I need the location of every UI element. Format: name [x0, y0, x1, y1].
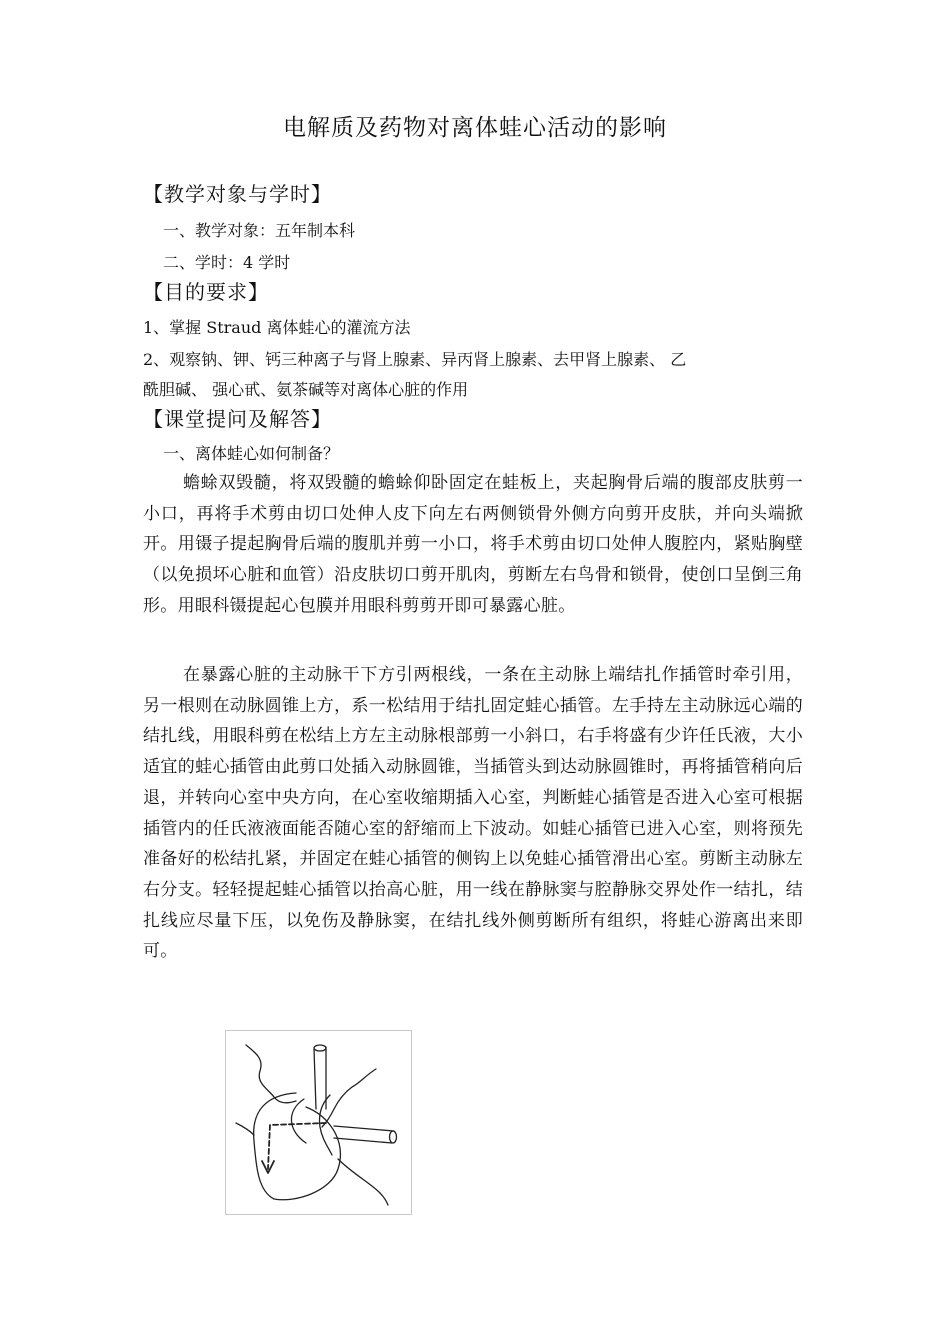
objects-item-2: 二、学时：4 学时 — [163, 253, 291, 272]
goals-item-1: 1、掌握 Straud 离体蛙心的灌流方法 — [143, 318, 411, 337]
objects-item-1: 一、教学对象：五年制本科 — [163, 221, 356, 240]
frog-heart-figure — [225, 1030, 412, 1215]
goals-item-2-line-1: 2、观察钠、钾、钙三种离子与肾上腺素、异丙肾上腺素、去甲肾上腺素、 乙 — [143, 350, 687, 369]
goals-item-2-line-2: 酰胆碱、 强心甙、氨茶碱等对离体心脏的作用 — [143, 380, 469, 399]
page-title: 电解质及药物对离体蛙心活动的影响 — [283, 115, 667, 141]
qa-question-1: 一、离体蛙心如何制备？ — [163, 444, 340, 463]
qa-paragraph-2: 在暴露心脏的主动脉干下方引两根线，一条在主动脉上端结扎作插管时牵引用，另一根则在动脉圆锥上方，系一松结用于结扎固定蛙心插管。左手持左主动脉远心端的结扎线，用眼科剪在松结上方左主动脉根部剪一小斜口，右手将盛有少许任氏液，大小适宜的蛙心插管由此剪口处插入动脉圆锥，当插管头到达动脉圆锥时，再将插管稍向后退，并转向心室中央方向，在心室收缩期插入心室，判断蛙心插管是否进入心室可根据插管内的任氏液液面能否随心室的舒缩而上下波动。如蛙心插管已进入心室，则将预先准备好的松结扎紧，并固定在蛙心插管的侧钩上以免蛙心插管滑出心室。剪断主动脉左右分支。轻轻提起蛙心插管以抬高心脏，用一线在静脉窦与腔静脉交界处作一结扎，结扎线应尽量下压，以免伤及静脉窦，在结扎线外侧剪断所有组织，将蛙心游离出来即可。 — [143, 665, 803, 962]
section-heading-qa: 【课堂提问及解答】 — [143, 407, 332, 431]
section-heading-goals: 【目的要求】 — [143, 280, 269, 304]
frog-heart-cannulation-icon — [226, 1031, 411, 1214]
qa-paragraph-1: 蟾蜍双毁髓，将双毁髓的蟾蜍仰卧固定在蛙板上，夹起胸骨后端的腹部皮肤剪一小口，再将手术剪由切口处伸人皮下向左右两侧锁骨外侧方向剪开皮肤，并向头端掀开。用镊子提起胸骨后端的腹肌并剪一小口，将手术剪由切口处伸人腹腔内，紧贴胸壁（以免损坏心脏和血管）沿皮肤切口剪开肌肉，剪断左右鸟骨和锁骨，使创口呈倒三角形。用眼科镊提起心包膜并用眼科剪剪开即可暴露心脏。 — [143, 473, 803, 616]
section-heading-objects: 【教学对象与学时】 — [143, 182, 332, 206]
